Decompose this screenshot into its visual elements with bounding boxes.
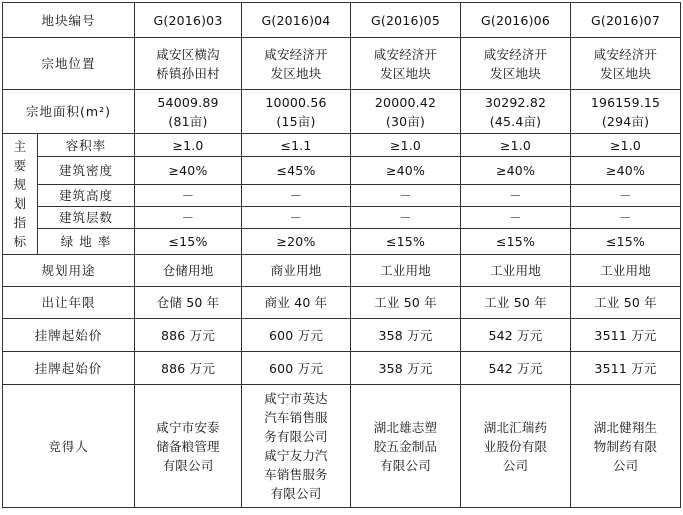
green-ratio-cell: ≤15% [461, 229, 571, 255]
plot-no-cell: G(2016)04 [242, 3, 351, 38]
winner-cell [242, 385, 351, 508]
main-indicators-char: 划 [13, 196, 27, 211]
table-row-height [3, 185, 681, 207]
winner-cell [571, 385, 681, 508]
location-line-2: 发区地块 [600, 65, 651, 81]
winner-line: 汽车销售服 [264, 410, 328, 425]
green-ratio-cell: ≤15% [571, 229, 681, 255]
density-cell: ≥40% [571, 157, 681, 185]
height-cell: － [461, 185, 571, 207]
table-row-floors [3, 207, 681, 229]
winner-line: 有限公司 [270, 486, 322, 501]
floors-cell: － [351, 207, 461, 229]
area-line-2: (81亩) [168, 113, 208, 129]
main-indicators-char: 要 [13, 158, 27, 173]
plot-no-label: 地块编号 [3, 3, 135, 38]
density-cell: ≥40% [351, 157, 461, 185]
term-cell: 工业 50 年 [461, 287, 571, 319]
start-price-1-cell: 358 万元 [351, 319, 461, 352]
area-cell [242, 90, 351, 134]
table-row-winner [3, 385, 681, 508]
winner-line: 有限公司 [380, 457, 431, 473]
area-line-2: (30亩) [385, 113, 426, 129]
area-label-text: 宗地面积(m²) [26, 104, 111, 119]
area-cell [461, 90, 571, 134]
location-cell [242, 38, 351, 90]
winner-cell [461, 385, 571, 508]
area-line-1: 10000.56 [265, 94, 327, 110]
start-price-2-cell: 542 万元 [461, 352, 571, 385]
main-indicators-char: 指 [13, 215, 27, 230]
table-row-density [3, 157, 681, 185]
density-cell: ≥40% [135, 157, 242, 185]
location-line-2: 桥镇孙田村 [156, 65, 220, 81]
winner-line: 湖北汇瑞药 [483, 419, 548, 435]
start-price-2-cell: 600 万元 [242, 352, 351, 385]
location-line-1: 咸安经济开 [373, 46, 438, 62]
table-row-term [3, 287, 681, 319]
location-line-2: 发区地块 [270, 65, 322, 81]
location-cell [461, 38, 571, 90]
green-ratio-cell: ≤15% [351, 229, 461, 255]
floors-cell: － [571, 207, 681, 229]
area-line-1: 20000.42 [374, 94, 437, 110]
area-cell [135, 90, 242, 134]
table-row-start-price-1 [3, 319, 681, 352]
table-row-location [3, 38, 681, 90]
winner-line: 业股份有限 [483, 438, 548, 454]
area-line-2: (294亩) [601, 113, 650, 129]
location-line-2: 发区地块 [490, 65, 541, 81]
far-cell: ≥1.0 [351, 134, 461, 157]
area-line-1: 54009.89 [157, 94, 219, 110]
start-price-2-cell: 886 万元 [135, 352, 242, 385]
land-transfer-table [2, 2, 681, 508]
winner-line: 湖北健翔生 [593, 419, 658, 435]
winner-line: 咸宁市英达 [264, 391, 328, 406]
area-label [3, 90, 135, 134]
location-cell [571, 38, 681, 90]
area-line-1: 196159.15 [590, 94, 661, 110]
winner-line: 公司 [502, 457, 529, 473]
green-ratio-label: 绿 地 率 [38, 229, 135, 255]
plot-no-cell: G(2016)05 [351, 3, 461, 38]
location-line-1: 咸安区横沟 [156, 46, 220, 62]
start-price-2-label: 挂牌起始价 [3, 352, 135, 385]
winner-line: 储备粮管理 [156, 438, 220, 454]
density-cell: ≥40% [461, 157, 571, 185]
area-line-1: 30292.82 [484, 94, 547, 110]
term-cell: 商业 40 年 [242, 287, 351, 319]
main-indicators-char: 标 [13, 234, 27, 249]
area-line-2: (45.4亩) [489, 113, 542, 129]
start-price-1-cell: 3511 万元 [571, 319, 681, 352]
start-price-1-cell: 542 万元 [461, 319, 571, 352]
floors-cell: － [135, 207, 242, 229]
winner-cell [135, 385, 242, 508]
table-body [3, 3, 681, 508]
plot-no-cell: G(2016)03 [135, 3, 242, 38]
start-price-2-cell: 358 万元 [351, 352, 461, 385]
usage-cell: 商业用地 [242, 255, 351, 287]
winner-line: 咸宁市安泰 [156, 419, 220, 435]
location-line-2: 发区地块 [380, 65, 431, 81]
location-line-1: 咸安经济开 [593, 46, 658, 62]
location-cell [351, 38, 461, 90]
height-cell: － [135, 185, 242, 207]
start-price-1-label: 挂牌起始价 [3, 319, 135, 352]
table-row-usage [3, 255, 681, 287]
plot-no-cell: G(2016)07 [571, 3, 681, 38]
winner-line: 务有限公司 [264, 429, 328, 444]
green-ratio-cell: ≥20% [242, 229, 351, 255]
usage-label: 规划用途 [3, 255, 135, 287]
usage-cell: 仓储用地 [135, 255, 242, 287]
start-price-1-cell: 886 万元 [135, 319, 242, 352]
winner-line: 物制药有限 [593, 438, 658, 454]
usage-cell: 工业用地 [351, 255, 461, 287]
area-cell [351, 90, 461, 134]
main-indicators-char: 规 [13, 177, 27, 192]
start-price-2-cell: 3511 万元 [571, 352, 681, 385]
winner-label: 竞得人 [3, 385, 135, 508]
location-label: 宗地位置 [3, 38, 135, 90]
floors-cell: － [242, 207, 351, 229]
far-cell: ≥1.0 [135, 134, 242, 157]
height-cell: － [242, 185, 351, 207]
floors-label: 建筑层数 [38, 207, 135, 229]
table-row-green-ratio [3, 229, 681, 255]
winner-line: 咸宁友力汽 [264, 448, 328, 463]
height-cell: － [571, 185, 681, 207]
density-label: 建筑密度 [38, 157, 135, 185]
winner-line: 公司 [612, 457, 639, 473]
table-row-area [3, 90, 681, 134]
density-cell: ≤45% [242, 157, 351, 185]
start-price-1-cell: 600 万元 [242, 319, 351, 352]
winner-line: 胶五金制品 [373, 438, 438, 454]
far-cell: ≥1.0 [571, 134, 681, 157]
term-cell: 工业 50 年 [351, 287, 461, 319]
winner-line: 有限公司 [162, 457, 214, 473]
winner-cell [351, 385, 461, 508]
land-transfer-table-container [2, 2, 681, 508]
term-cell: 工业 50 年 [571, 287, 681, 319]
term-label: 出让年限 [3, 287, 135, 319]
location-line-1: 咸安经济开 [264, 46, 328, 62]
table-row-plot-no [3, 3, 681, 38]
area-cell [571, 90, 681, 134]
plot-no-cell: G(2016)06 [461, 3, 571, 38]
location-cell [135, 38, 242, 90]
far-label: 容积率 [38, 134, 135, 157]
location-line-1: 咸安经济开 [483, 46, 548, 62]
table-row-far [3, 134, 681, 157]
far-cell: ≤1.1 [242, 134, 351, 157]
winner-line: 湖北雄志塑 [373, 419, 438, 435]
far-cell: ≥1.0 [461, 134, 571, 157]
area-line-2: (15亩) [276, 113, 316, 129]
main-indicators-label [3, 134, 38, 255]
green-ratio-cell: ≤15% [135, 229, 242, 255]
table-row-start-price-2 [3, 352, 681, 385]
height-cell: － [351, 185, 461, 207]
main-indicators-char: 主 [13, 139, 27, 154]
usage-cell: 工业用地 [461, 255, 571, 287]
usage-cell: 工业用地 [571, 255, 681, 287]
floors-cell: － [461, 207, 571, 229]
height-label: 建筑高度 [38, 185, 135, 207]
term-cell: 仓储 50 年 [135, 287, 242, 319]
winner-line: 车销售服务 [264, 467, 328, 482]
